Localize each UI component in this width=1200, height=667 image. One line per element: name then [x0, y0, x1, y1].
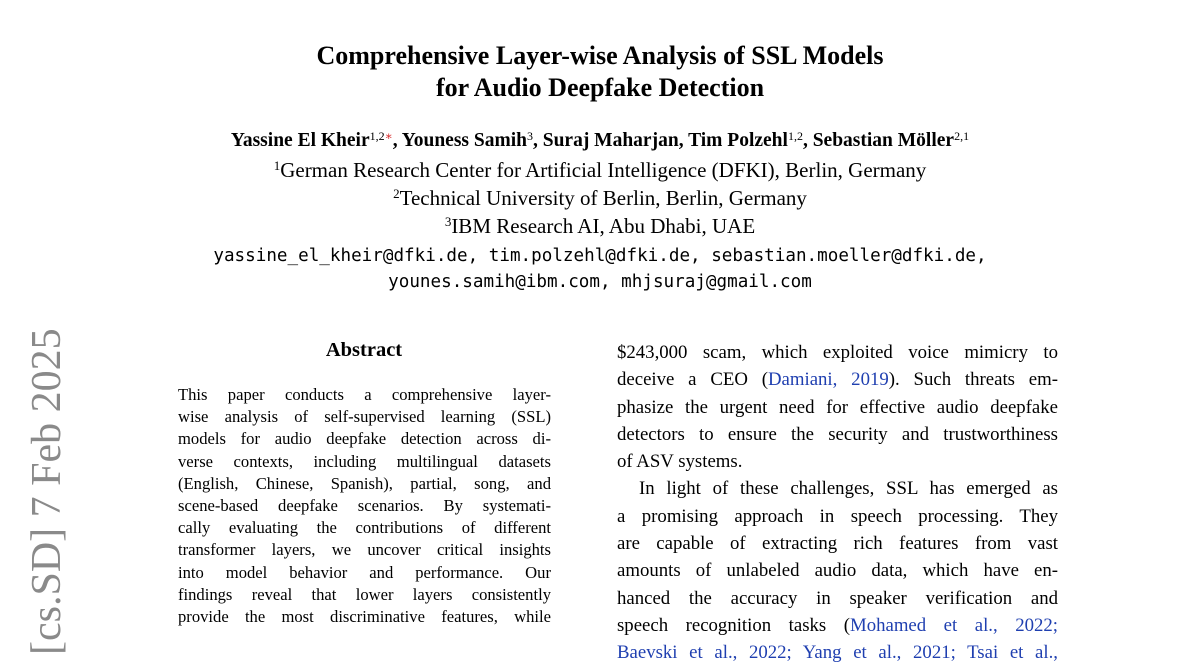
affiliation-text: IBM Research AI, Abu Dhabi, UAE — [451, 214, 756, 238]
abstract-line: transformer layers, we uncover critical insights — [178, 540, 551, 560]
body-line: $243,000 scam, which exploited voice mimicry to — [617, 342, 1058, 363]
abstract-heading: Abstract — [325, 339, 403, 361]
abstract-line: This paper conducts a comprehensive layer- — [178, 385, 551, 404]
body-line — [617, 612, 1058, 639]
author-affiliation-sup: 2,1 — [954, 129, 970, 143]
introduction-column — [617, 339, 1058, 667]
arxiv-identifier-stamp — [24, 328, 84, 655]
affiliation-line — [0, 157, 1200, 183]
body-line: a promising approach in speech processing. They — [617, 505, 1058, 527]
body-line: amounts of unlabeled audio data, which have en- — [617, 560, 1058, 582]
affiliation-text: Technical University of Berlin, Berlin, Germany — [399, 186, 807, 210]
body-line: In light of these challenges, SSL has emerged as — [639, 478, 1058, 500]
abstract-line: cally evaluating the contributions of different — [178, 518, 551, 538]
title-line-1: Comprehensive Layer-wise Analysis of SSL Models — [316, 41, 884, 70]
citation-link[interactable]: Baevski et al., 2022; Yang et al., 2021; Tsai et al., — [617, 642, 1058, 664]
abstract-line: wise analysis of self-supervised learning (SSL) — [178, 407, 551, 427]
abstract-body — [178, 384, 551, 628]
arxiv-stamp-text: [cs.SD] 7 Feb 2025 — [24, 328, 70, 655]
author-name: Yassine El Kheir — [230, 130, 370, 151]
author-affiliation-sup: 1,2 — [787, 129, 803, 143]
author-affiliation-sup: 1,2 — [369, 129, 385, 143]
author-name: Suraj Maharjan — [542, 130, 679, 151]
citation-link[interactable]: Mohamed et al., 2022; — [850, 614, 1058, 636]
author-name: Tim Polzehl — [688, 130, 788, 151]
title-line-2: for Audio Deepfake Detection — [435, 73, 765, 102]
corresponding-author-mark: ∗ — [384, 129, 393, 143]
paper-title — [0, 40, 1200, 104]
citation-link[interactable]: Damiani, 2019 — [767, 369, 889, 391]
body-line: are capable of extracting rich features from vast — [617, 533, 1058, 555]
body-line: detectors to ensure the security and trustworthiness — [617, 423, 1058, 445]
abstract-line: into model behavior and performance. Our — [178, 562, 551, 582]
body-line: phasize the urgent need for effective audio deepfake — [617, 396, 1058, 418]
body-line: of ASV systems. — [617, 451, 743, 473]
abstract-line: verse contexts, including multilingual datasets — [178, 451, 551, 471]
abstract-line: scene-based deepfake scenarios. By systemati- — [178, 495, 551, 515]
email-line-1: yassine_el_kheir@dfki.de, tim.polzehl@dfki.de, sebastian.moeller@dfki.de, — [213, 246, 987, 266]
body-line — [617, 639, 1058, 666]
affiliation-text: German Research Center for Artificial Intelligence (DFKI), Berlin, Germany — [280, 158, 927, 182]
abstract-line: findings reveal that lower layers consistently — [178, 584, 551, 604]
affiliation-sup: 1 — [273, 158, 281, 173]
email-line-2: younes.samih@ibm.com, mhjsuraj@gmail.com — [388, 272, 812, 292]
author-affiliation-sup: 3 — [526, 129, 533, 143]
body-line: hanced the accuracy in speaker verification and — [617, 587, 1058, 609]
body-text: deceive a CEO ( — [617, 369, 768, 391]
body-text: speech recognition tasks ( — [617, 614, 850, 636]
author-name: Sebastian Möller — [812, 130, 955, 151]
body-line — [617, 366, 1058, 393]
author-name: Youness Samih — [401, 130, 527, 151]
abstract-line: (English, Chinese, Spanish), partial, song, and — [178, 473, 551, 493]
affiliation-sup: 3 — [444, 214, 452, 229]
abstract-line: models for audio deepfake detection across di- — [178, 429, 551, 449]
affiliation-sup: 2 — [393, 186, 400, 201]
author-list: Yassine El Kheir$^{1,2∗}$, Youness Samih$^3$, Suraj Maharjan, Tim Polzehl$^{1,2}$, Sebastian Möller$^{2,1}$ — [230, 129, 970, 151]
affiliation-line — [0, 213, 1200, 239]
abstract-line: provide the most discriminative features, while — [178, 606, 551, 626]
body-text: ). Such threats em- — [888, 369, 1059, 391]
affiliation-line — [0, 185, 1200, 211]
